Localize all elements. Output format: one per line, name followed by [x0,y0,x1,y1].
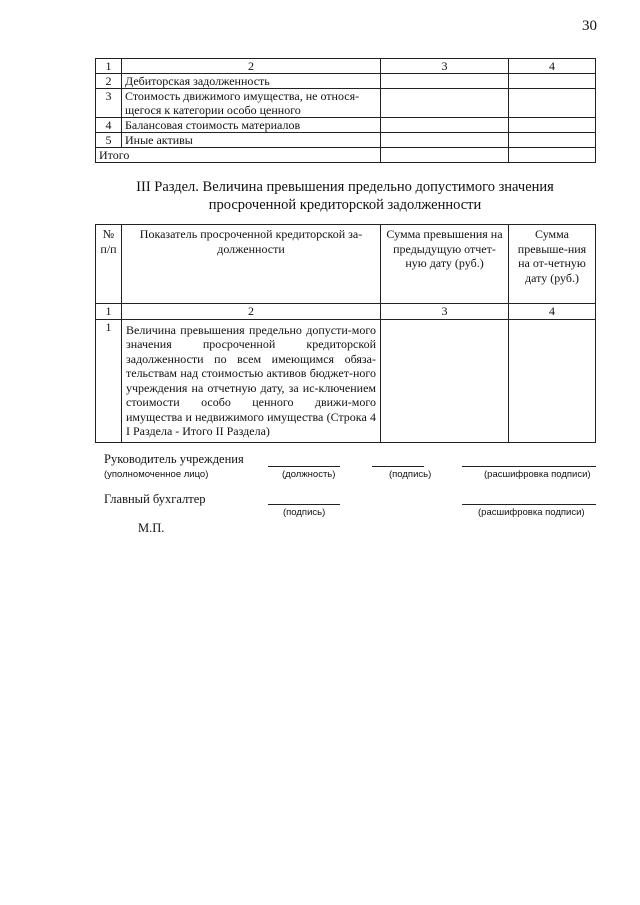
overdue-payables-table [95,224,596,443]
accountant-signature-caption: (подпись) [283,507,326,518]
section-title-line: просроченной кредиторской задолженности [208,197,482,213]
table-header-row [96,59,596,74]
value-cell [381,74,509,89]
header-cell: Показатель просроченной кредиторской за-долженности [122,225,381,304]
column-number: 2 [122,304,381,320]
decode-caption: (расшифровка подписи) [484,469,591,480]
value-cell [509,148,596,163]
value-cell [509,89,596,118]
header-cell: № п/п [96,225,122,304]
head-label: Руководитель учреждения [104,452,244,466]
accountant-signature-line [268,504,340,505]
accountant-decode-line [462,504,596,505]
row-label: Стоимость движимого имущества, не относя-щегося к категории особо ценного [122,89,381,118]
value-cell [381,148,509,163]
decode-line [462,466,596,467]
column-number: 3 [381,304,509,320]
value-cell [509,319,596,442]
section-title-line: III Раздел. Величина превышения предельно допустимого значения [136,179,554,195]
column-number: 4 [509,304,596,320]
signature-line [372,466,424,467]
signature-caption: (подпись) [389,469,432,480]
value-cell [381,319,509,442]
total-label: Итого [96,148,381,163]
value-cell [509,118,596,133]
accountant-decode-caption: (расшифровка подписи) [478,507,585,518]
position-line [268,466,340,467]
table-row [96,89,596,118]
column-numbering-row [96,304,596,320]
value-cell [509,133,596,148]
column-number: 1 [96,59,122,74]
value-cell [381,118,509,133]
table-row [96,133,596,148]
row-number: 1 [96,319,122,442]
position-caption: (должность) [282,469,336,480]
assets-table-continuation [95,58,596,163]
column-number: 3 [381,59,509,74]
value-cell [381,89,509,118]
column-number: 4 [509,59,596,74]
column-number: 2 [122,59,381,74]
row-number: 4 [96,118,122,133]
row-number: 5 [96,133,122,148]
accountant-label: Главный бухгалтер [104,492,206,506]
row-label: Иные активы [122,133,381,148]
section-heading [95,178,595,214]
row-number: 2 [96,74,122,89]
header-cell: Сумма превыше-ния на от-четную дату (руб.) [509,225,596,304]
page-number: 30 [582,18,597,34]
row-label: Балансовая стоимость материалов [122,118,381,133]
row-label: Величина превышения предельно допусти-мого значения просроченной кредиторской задолженности по всем имеющимся обяза-тельствам над стоимостью активов бюджет-ного учреждения на отчетную дату, за ис-ключением стоимости особо ценного движи-мого имущества и недвижимого имущества (Строка 4 I Раздела - Итого II Раздела) [122,319,381,442]
row-label: Дебиторская задолженность [122,74,381,89]
table-header-row [96,225,596,304]
row-number: 3 [96,89,122,118]
table-row [96,74,596,89]
value-cell [381,133,509,148]
head-sublabel: (уполномоченное лицо) [104,469,209,480]
table-row [96,319,596,442]
column-number: 1 [96,304,122,320]
value-cell [509,74,596,89]
seal-label: М.П. [138,521,165,535]
total-row [96,148,596,163]
table-row [96,118,596,133]
header-cell: Сумма превышения на предыдущую отчет-ную дату (руб.) [381,225,509,304]
